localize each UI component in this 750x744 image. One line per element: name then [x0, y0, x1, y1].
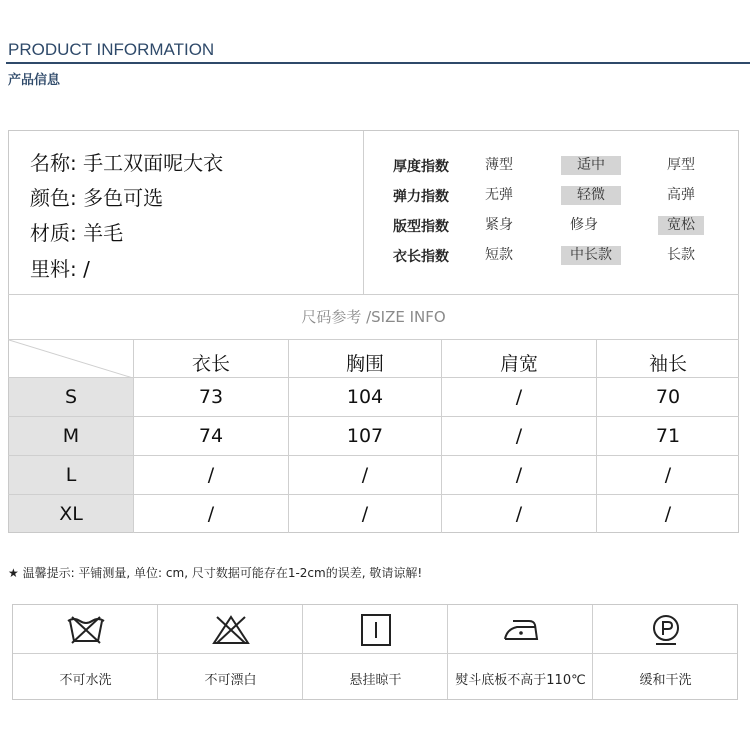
index-option: 长款	[667, 247, 695, 263]
measurement-note: ★ 温馨提示: 平铺测量, 单位: cm, 尺寸数据可能存在1-2cm的误差, 敬请谅解!	[8, 566, 423, 580]
info-divider	[363, 131, 364, 294]
index-option-selected: 中长款	[561, 246, 621, 265]
size-label: M	[62, 425, 80, 447]
index-option: 紧身	[485, 217, 513, 233]
size-table-title: 尺码参考 /SIZE INFO	[301, 308, 446, 326]
index-option-selected: 适中	[561, 156, 621, 175]
care-item	[593, 605, 738, 699]
index-option: 无弹	[485, 187, 513, 203]
care-instructions	[12, 604, 738, 700]
table-cell: 70	[655, 386, 681, 408]
index-option-selected: 轻微	[561, 186, 621, 205]
index-option: 厚型	[667, 157, 695, 173]
no-bleach-icon	[211, 613, 251, 647]
basic-info-lining: 里料: /	[30, 257, 90, 281]
table-cell: /	[515, 386, 523, 408]
header-divider	[6, 62, 750, 64]
table-cell: 73	[198, 386, 224, 408]
care-label: 悬挂晾干	[349, 673, 402, 688]
index-label: 版型指数	[393, 219, 449, 235]
table-cell: /	[515, 425, 523, 447]
table-cell: 104	[346, 386, 384, 408]
column-header: 肩宽	[499, 353, 538, 375]
care-item	[13, 605, 158, 699]
index-label: 厚度指数	[393, 159, 449, 175]
table-cell: /	[664, 503, 672, 525]
basic-info-name: 名称: 手工双面呢大衣	[30, 151, 224, 175]
index-label: 弹力指数	[393, 189, 449, 205]
table-cell: /	[361, 503, 369, 525]
table-cell: /	[515, 503, 523, 525]
table-cell: 71	[655, 425, 681, 447]
corner-diagonal	[9, 340, 133, 378]
table-cell: /	[515, 464, 523, 486]
table-row-line	[8, 377, 739, 378]
iron-icon	[501, 613, 541, 647]
table-cell: /	[664, 464, 672, 486]
table-row-line	[8, 494, 739, 495]
table-row-line	[8, 416, 739, 417]
dry-clean-icon	[646, 613, 686, 647]
care-item	[158, 605, 303, 699]
care-label: 熨斗底板不高于110℃	[455, 673, 586, 688]
column-header: 衣长	[191, 353, 230, 375]
index-option-selected: 宽松	[658, 216, 704, 235]
hang-dry-icon	[356, 613, 396, 647]
size-label: L	[65, 464, 77, 486]
table-cell: 107	[346, 425, 384, 447]
table-cell: /	[361, 464, 369, 486]
table-cell: /	[207, 503, 215, 525]
basic-info-color: 颜色: 多色可选	[30, 186, 164, 210]
size-label: XL	[59, 503, 83, 525]
index-option: 修身	[570, 217, 598, 233]
index-label: 衣长指数	[393, 249, 449, 265]
table-row-line	[8, 455, 739, 456]
care-item	[303, 605, 448, 699]
basic-info-material: 材质: 羊毛	[30, 221, 124, 245]
care-label: 不可水洗	[59, 673, 112, 688]
column-header: 袖长	[648, 353, 687, 375]
care-item	[448, 605, 593, 699]
table-cell: /	[207, 464, 215, 486]
index-option: 高弹	[667, 187, 695, 203]
table-cell: 74	[198, 425, 224, 447]
header-subtitle: 产品信息	[8, 73, 61, 88]
section-divider	[8, 294, 739, 295]
no-wash-icon	[66, 613, 106, 647]
index-option: 短款	[485, 247, 513, 263]
care-label: 不可漂白	[204, 673, 257, 688]
column-header: 胸围	[345, 353, 384, 375]
care-label: 缓和干洗	[639, 673, 692, 688]
index-option: 薄型	[485, 157, 513, 173]
header-title: PRODUCT INFORMATION	[8, 40, 215, 59]
size-label: S	[64, 386, 78, 408]
